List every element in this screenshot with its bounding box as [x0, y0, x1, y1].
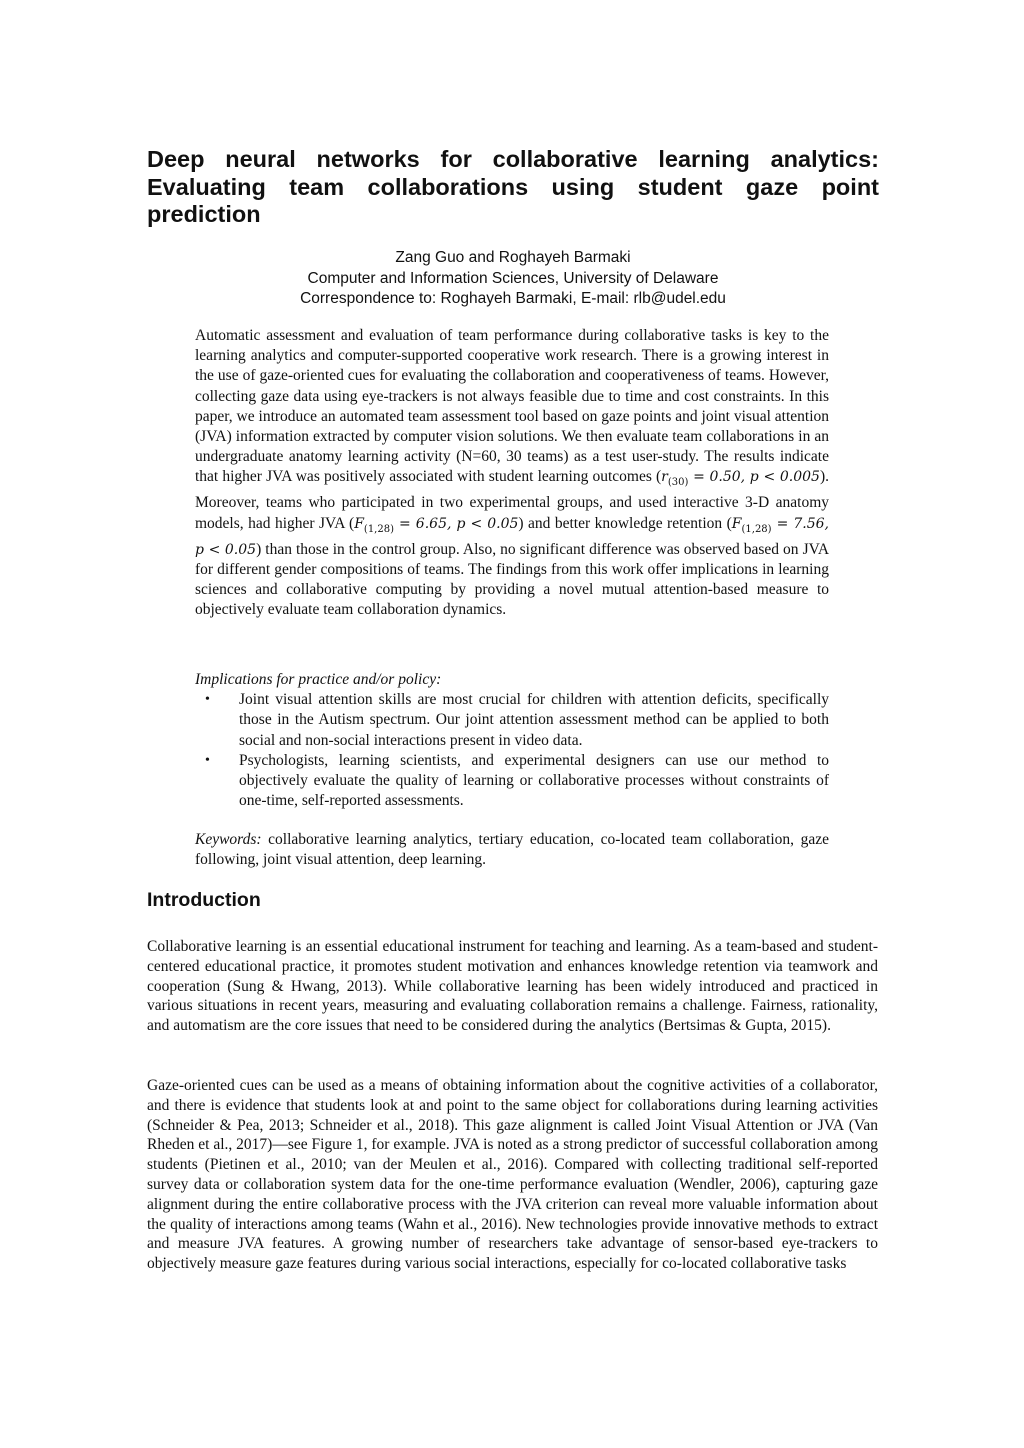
keywords [195, 830, 829, 870]
stat-jva-anova: $F_{(1,28)} = 6.65$, p < 0.05 [354, 515, 519, 535]
abstract-text-2: ). Moreover, teams who participated in two experimental groups, and used interactive 3-D anatomy models, had higher JVA ( [195, 468, 830, 532]
implications-heading: Implications for practice and/or policy: [195, 671, 442, 688]
abstract-text-3: ) and better knowledge retention ( [518, 514, 732, 532]
intro-paragraph-1: Collaborative learning is an essential educational instrument for teaching and learning. As a team-based and student-centered educational practice, it promotes student motivation and enhances knowledge retention via teamwork and cooperation (Sung & Hwang, 2013). While collaborative learning has been widely introduced and practiced in various situations in recent years, measuring and evaluating collaboration remains a challenge. Fairness, rationality, and automatism are the core issues that need to be considered during the analytics (Bertsimas & Gupta, 2015). [147, 938, 878, 1035]
implications-list [195, 690, 829, 811]
bullet-icon: • [205, 692, 210, 708]
implications-section [195, 670, 829, 811]
author-affiliation: Computer and Information Sciences, University of Delaware [307, 269, 719, 287]
correspondence-line: Correspondence to: Roghayeh Barmaki, E-mail: rlb@udel.edu [300, 290, 726, 307]
stat-retention-anova: $F_{(1,28)} = 7.56$, p < 0.05 [195, 515, 829, 558]
abstract [195, 326, 829, 620]
keywords-label: Keywords: [195, 831, 262, 848]
list-item: • Joint visual attention skills are most crucial for children with attention deficits, specifically those in the Autism spectrum. Our joint attention assessment method can be applied to both social and non-social interactions present in video data. [205, 691, 829, 749]
abstract-text-1: Automatic assessment and evaluation of team performance during collaborative tasks is key to the learning analytics and computer-supported cooperative work research. There is a growing interest in the use of gaze-oriented cues for evaluating the collaboration and cooperativeness of teams. However, collecting gaze data using eye-trackers is not always feasible due to time and cost constraints. In this paper, we introduce an automated team assessment tool based on gaze points and joint visual attention (JVA) information extracted by computer vision solutions. We then evaluate team collaborations in an undergraduate anatomy learning activity (N=60, 30 teams) as a test user-study. The results indicate that higher JVA was positively associated with student learning outcomes ( [195, 327, 829, 486]
abstract-text-4: ) than those in the control group. Also, no significant difference was observed based on JVA for different gender compositions of teams. The findings from this work offer implications in learning sciences and collaborative computing by providing a novel mutual attention-based measure to objectively evaluate team collaboration dynamics. [195, 540, 830, 619]
paper-title: Deep neural networks for collaborative learning analytics: Evaluating team collaborations using student gaze point prediction [147, 146, 879, 227]
keywords-text: collaborative learning analytics, tertiary education, co-located team collaboration, gaze following, joint visual attention, deep learning. [195, 831, 829, 869]
stat-correlation: $r_{(30)} = 0.50$, p < 0.005 [661, 469, 820, 489]
author-names: Zang Guo and Roghayeh Barmaki [395, 249, 631, 266]
intro-paragraph-2: Gaze-oriented cues can be used as a means of obtaining information about the cognitive activities of a collaborator, and there is evidence that students look at and point to the same object for collaborations during learning activities (Schneider & Pea, 2013; Schneider et al., 2018). This gaze alignment is called Joint Visual Attention or JVA (Van Rheden et al., 2017)—see Figure 1, for example. JVA is noted as a strong predictor of successful collaboration among students (Pietinen et al., 2010; van der Meulen et al., 2016). Compared with collecting traditional self-reported survey data or collaboration system data for the one-time performance evaluation (Wendler, 2006), capturing gaze alignment during the entire collaborative process with the JVA criterion can reveal more valuable information about the quality of interactions among teams (Wahn et al., 2016). New technologies provide innovative methods to extract and measure JVA features. A growing number of researchers take advantage of sensor-based eye-trackers to objectively measure gaze features during various social interactions, especially for co-located collaborative tasks [147, 1077, 878, 1273]
author-block [147, 248, 879, 310]
bullet-icon: • [205, 752, 210, 768]
section-heading-introduction: Introduction [147, 889, 261, 911]
list-item: • Psychologists, learning scientists, and experimental designers can use our method to objectively evaluate the quality of learning or collaborative processes without constraints of one-time, self-reported assessments. [205, 751, 829, 810]
